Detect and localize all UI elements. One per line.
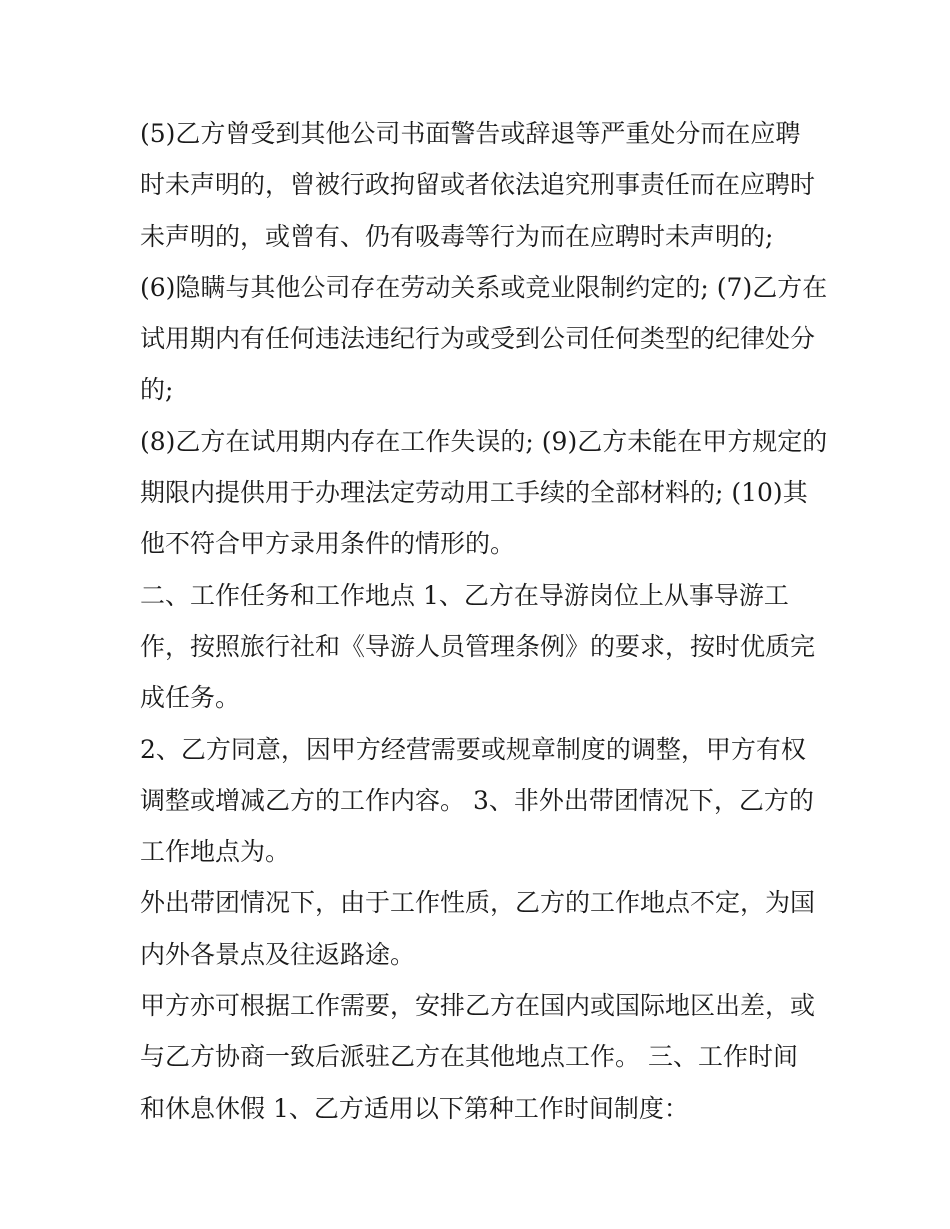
text-line: 和休息休假 1、乙方适用以下第种工作时间制度： (140, 1093, 689, 1123)
document-body (140, 108, 830, 1134)
text-line: (8)乙方在试用期内存在工作失误的; (9)乙方未能在甲方规定的 (140, 426, 828, 456)
text-line: 作，按照旅行社和《导游人员管理条例》的要求，按时优质完 (140, 631, 816, 661)
text-line: (6)隐瞒与其他公司存在劳动关系或竞业限制约定的; (7)乙方在 (140, 272, 828, 302)
text-line: 甲方亦可根据工作需要，安排乙方在国内或国际地区出差，或 (140, 991, 816, 1021)
text-line: (5)乙方曾受到其他公司书面警告或辞退等严重处分而在应聘 (140, 119, 801, 148)
text-line: 的; (140, 375, 174, 405)
text-line: 调整或增减乙方的工作内容。 3、非外出带团情况下，乙方的 (140, 785, 814, 815)
text-line: 二、工作任务和工作地点 1、乙方在导游岗位上从事导游工 (140, 580, 789, 610)
text-line: 内外各景点及往返路途。 (140, 939, 416, 969)
text-line: 他不符合甲方录用条件的情形的。 (140, 529, 516, 559)
text-line: 与乙方协商一致后派驻乙方在其他地点工作。 三、工作时间 (140, 1042, 798, 1072)
text-line: 期限内提供用于办理法定劳动用工手续的全部材料的; (10)其 (140, 478, 808, 508)
text-line: 未声明的，或曾有、仍有吸毒等行为而在应聘时未声明的; (140, 221, 774, 251)
text-line: 成任务。 (140, 683, 241, 713)
text-line: 2、乙方同意，因甲方经营需要或规章制度的调整，甲方有权 (140, 734, 806, 764)
text-line: 工作地点为。 (140, 837, 291, 867)
text-line: 试用期内有任何违法违纪行为或受到公司任何类型的纪律处分 (140, 324, 816, 354)
text-line: 外出带团情况下，由于工作性质，乙方的工作地点不定，为国 (140, 888, 816, 918)
text-line: 时未声明的，曾被行政拘留或者依法追究刑事责任而在应聘时 (140, 170, 816, 200)
